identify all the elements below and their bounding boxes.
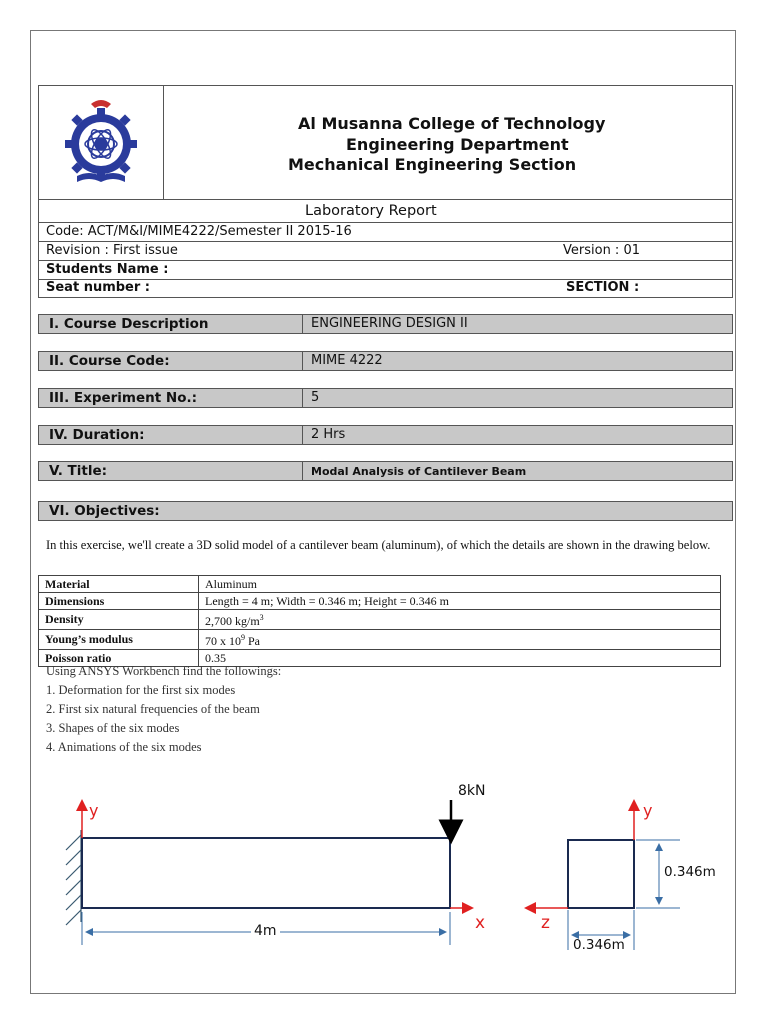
section-label: SECTION : [566,280,640,295]
department-name: Engineering Department [346,135,569,154]
version-text: Version : 01 [563,243,640,258]
modulus-exponent: 9 [241,633,245,642]
material-key: Dimensions [39,593,199,610]
list-item: 2. First six natural frequencies of the beam [46,702,260,716]
field-value: MIME 4222 [311,353,383,368]
section-y-axis-label: y [643,801,653,820]
material-key: Material [39,576,199,593]
density-value: 2,700 kg/m [205,614,260,628]
task-lead: Using ANSYS Workbench find the followings: [46,664,282,678]
list-item: 4. Animations of the six modes [46,740,202,754]
width-label: 0.346m [573,937,625,953]
modulus-value: 70 x 10 [205,634,241,648]
height-label: 0.346m [664,864,716,880]
list-item: 3. Shapes of the six modes [46,721,180,735]
report-title: Laboratory Report [305,203,437,219]
load-label: 8kN [458,783,486,799]
x-axis-label: x [475,913,486,933]
field-value: 5 [311,390,320,405]
modulus-unit: Pa [245,634,260,648]
material-value: Aluminum [199,576,721,593]
seat-number-label: Seat number : [46,280,151,295]
field-value: Modal Analysis of Cantilever Beam [311,465,527,478]
revision-text: Revision : First issue [46,243,178,258]
material-value: 0.35 [199,650,721,667]
field-label: II. Course Code: [49,353,170,369]
material-value: Length = 4 m; Width = 0.346 m; Height = 0.346 m [199,593,721,610]
field-label: I. Course Description [49,316,209,332]
beam-cross-section [568,840,634,908]
field-label: V. Title: [49,463,108,479]
field-value: ENGINEERING DESIGN II [311,316,468,331]
material-key: Density [39,610,199,630]
z-axis-label: z [541,913,550,933]
material-key: Poisson ratio [39,650,199,667]
material-key: Young’s modulus [39,630,199,650]
section-name: Mechanical Engineering Section [288,155,577,174]
objectives-label: VI. Objectives: [49,503,160,519]
list-item: 1. Deformation for the first six modes [46,683,236,697]
college-name: Al Musanna College of Technology [298,114,606,133]
fixed-support [66,830,81,925]
field-value: 2 Hrs [311,427,346,442]
code-text: Code: ACT/M&I/MIME4222/Semester II 2015-16 [46,224,352,239]
density-exponent: 3 [259,613,264,622]
field-label: III. Experiment No.: [49,390,198,406]
y-axis-label: y [89,801,99,820]
intro-paragraph: In this exercise, we'll create a 3D solid model of a cantilever beam (aluminum), of which the details are shown in the drawing below. [46,538,711,552]
length-label: 4m [251,923,280,939]
beam-side-view [82,838,450,908]
field-label: IV. Duration: [49,427,145,443]
students-name-label: Students Name : [46,262,169,277]
